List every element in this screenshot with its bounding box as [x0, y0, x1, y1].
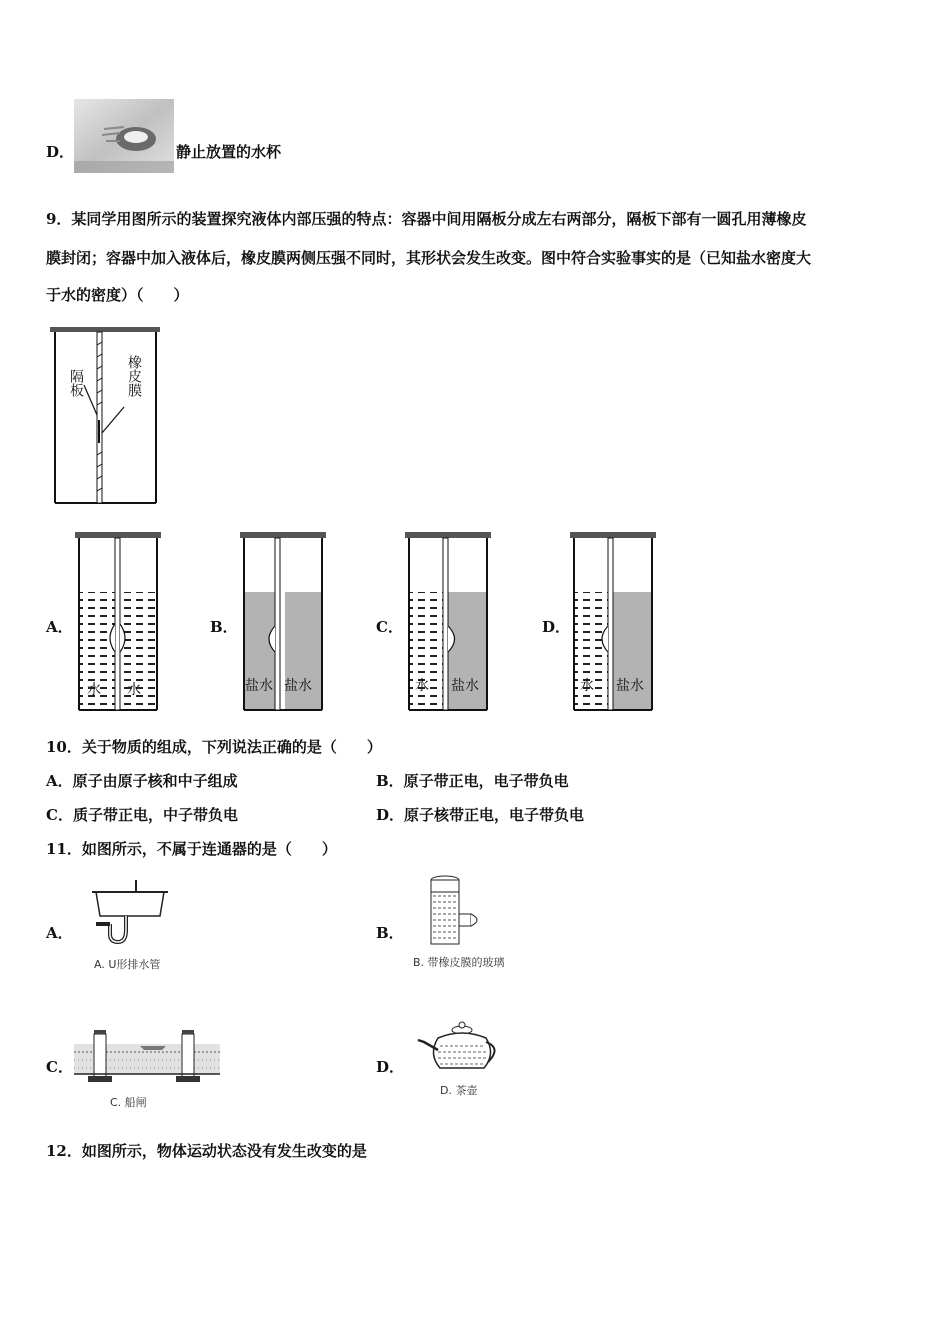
- q12-stem: 12．如图所示，物体运动状态没有发生改变的是: [46, 1142, 367, 1160]
- q10-stem: 10．关于物质的组成，下列说法正确的是（ ）: [46, 738, 382, 756]
- q10-option-b: B．原子带正电，电子带负电: [376, 772, 569, 790]
- q9-b-right-liquid: 盐水: [284, 678, 312, 694]
- q9-option-c-label: C．: [376, 618, 403, 636]
- q9-d-right-liquid: 盐水: [616, 678, 644, 694]
- q9-stem-line3: 于水的密度）（ ）: [46, 286, 189, 304]
- q9-option-c-figure: [405, 532, 493, 714]
- u-drain-pipe-figure: [88, 880, 178, 952]
- q11-c-caption: C. 船闸: [110, 1096, 147, 1109]
- q11-option-b-label: B．: [376, 924, 404, 942]
- q11-stem: 11．如图所示，不属于连通器的是（ ）: [46, 840, 337, 858]
- q11-option-a-label: A．: [46, 924, 73, 942]
- rubber-membrane-tube-figure: [415, 870, 495, 950]
- q9-stem-line2: 膜封闭；容器中加入液体后，橡皮膜两侧压强不同时，其形状会发生改变。图中符合实验事实的是（已知盐水密度大: [46, 249, 812, 267]
- q9-option-b-label: B．: [210, 618, 238, 636]
- q9-a-left-liquid: 水: [87, 682, 101, 698]
- water-cup-photo: [74, 99, 174, 173]
- membrane-label: 橡皮膜: [126, 355, 142, 397]
- q9-option-b-figure: [240, 532, 328, 714]
- ship-lock-figure: [74, 1024, 220, 1090]
- q9-stem-line1: 9．某同学用图所示的装置探究液体内部压强的特点：容器中间用隔板分成左右两部分，隔板下部有一圆孔用薄橡皮: [46, 210, 807, 228]
- q11-option-d-label: D．: [376, 1058, 405, 1076]
- q11-a-caption: A. U形排水管: [94, 958, 161, 971]
- q9-d-left-liquid: 水: [580, 678, 594, 694]
- q11-option-c-label: C．: [46, 1058, 73, 1076]
- q9-option-a-figure: [75, 532, 163, 714]
- q9-option-a-label: A．: [46, 618, 73, 636]
- teapot-figure: [410, 1020, 506, 1076]
- q8-option-d-text: 静止放置的水杯: [176, 143, 282, 161]
- q9-b-left-liquid: 盐水: [245, 678, 273, 694]
- q9-apparatus-figure: [50, 325, 165, 507]
- partition-label: 隔板: [68, 369, 84, 397]
- q9-option-d-figure: [570, 532, 658, 714]
- q9-c-left-liquid: 水: [415, 678, 429, 694]
- q8-option-d-label: D．: [46, 143, 75, 161]
- q9-option-d-label: D．: [542, 618, 571, 636]
- q10-option-a: A．原子由原子核和中子组成: [46, 772, 238, 790]
- q9-c-right-liquid: 盐水: [451, 678, 479, 694]
- q10-option-c: C．质子带正电，中子带负电: [46, 806, 238, 824]
- q10-option-d: D．原子核带正电，电子带负电: [376, 806, 585, 824]
- q11-d-caption: D. 茶壶: [440, 1084, 478, 1097]
- q11-b-caption: B. 带橡皮膜的玻璃: [413, 956, 505, 969]
- q9-a-right-liquid: 水: [127, 682, 141, 698]
